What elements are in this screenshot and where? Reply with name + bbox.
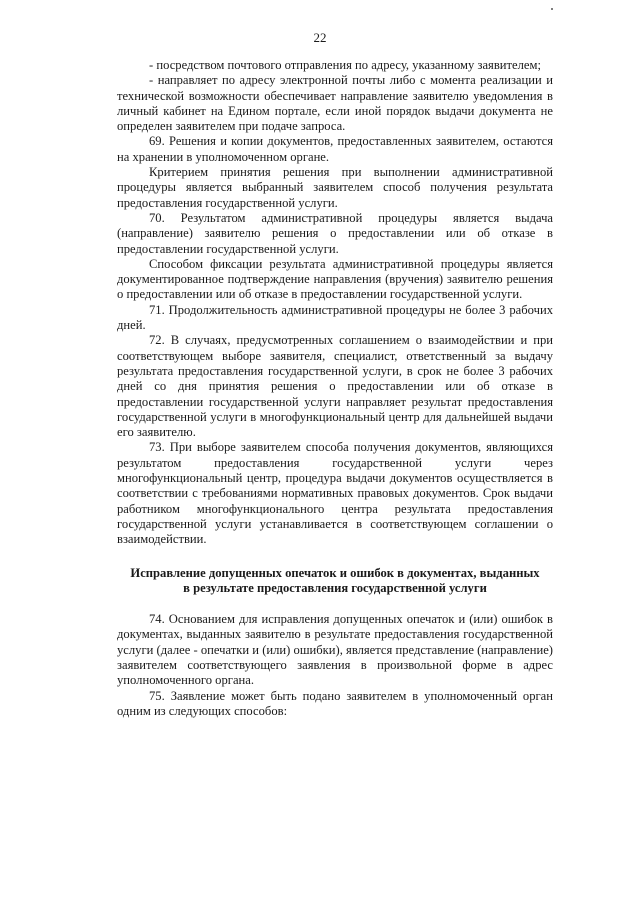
paragraph-70: 70. Результатом административной процедуры является выдача (направление) заявителю решения о предоставлении или об отказе в предоставлении государственной услуги.: [117, 210, 553, 256]
paragraph-73: 73. При выборе заявителем способа получения документов, являющихся результатом предоставления государственной услуги через многофункциональный центр, процедура выдачи документов осуществляется в соответствии с требованиями нормативных правовых документов. Срок выдачи работником многофункционального центра результата предоставления государственной услуги устанавливается в соответствующем соглашении о взаимодействии.: [117, 440, 553, 547]
section-heading: [117, 566, 553, 597]
section-heading-line-1: Исправление допущенных опечаток и ошибок в документах, выданных: [130, 565, 540, 580]
paragraph-criterion: Критерием принятия решения при выполнении административной процедуры является выбранный заявителем способ получения результата предоставления государственной услуги.: [117, 165, 553, 210]
paragraph-72: 72. В случаях, предусмотренных соглашением о взаимодействии и при соответствующем выборе заявителя, специалист, ответственный за выдачу результата предоставления государственной услуги, в срок не более 3 рабочих дней со дня принятия решения о предоставлении или об отказе в предоставлении государственной услуги направляет результат предоставления государственной услуги в многофункциональный центр для дальнейшей выдачи его заявителю.: [117, 333, 553, 440]
page-number: 22: [313, 30, 327, 45]
paragraph-postal: - посредством почтового отправления по адресу, указанному заявителем;: [149, 58, 541, 72]
paragraph-email: - направляет по адресу электронной почты либо с момента реализации и технической возможности обеспечивает направление заявителю уведомления в личный кабинет на Едином портале, если иной порядок выдачи документа не определен заявителем при подаче запроса.: [117, 73, 553, 134]
document-body: [117, 58, 553, 719]
paragraph-69: 69. Решения и копии документов, предоставленных заявителем, остаются на хранении в уполномоченном органе.: [117, 134, 553, 164]
scan-speck: [551, 8, 553, 10]
section-heading-line-2: в результате предоставления государственной услуги: [183, 580, 487, 595]
paragraph-74: 74. Основанием для исправления допущенных опечаток и (или) ошибок в документах, выданных заявителю в результате предоставления государственной услуги (далее - опечатки и (или) ошибки), является представление (направление) заявителем соответствующего заявления в произвольной форме в адрес уполномоченного органа.: [117, 612, 553, 688]
paragraph-75: 75. Заявление может быть подано заявителем в уполномоченный орган одним из следующих способов:: [117, 688, 553, 718]
paragraph-fixation: Способом фиксации результата административной процедуры является документированное подтверждение направления (вручения) заявителю решения о предоставлении или об отказе в предоставлении государственной услуги.: [117, 256, 553, 302]
paragraph-71: 71. Продолжительность административной процедуры не более 3 рабочих дней.: [117, 302, 553, 333]
